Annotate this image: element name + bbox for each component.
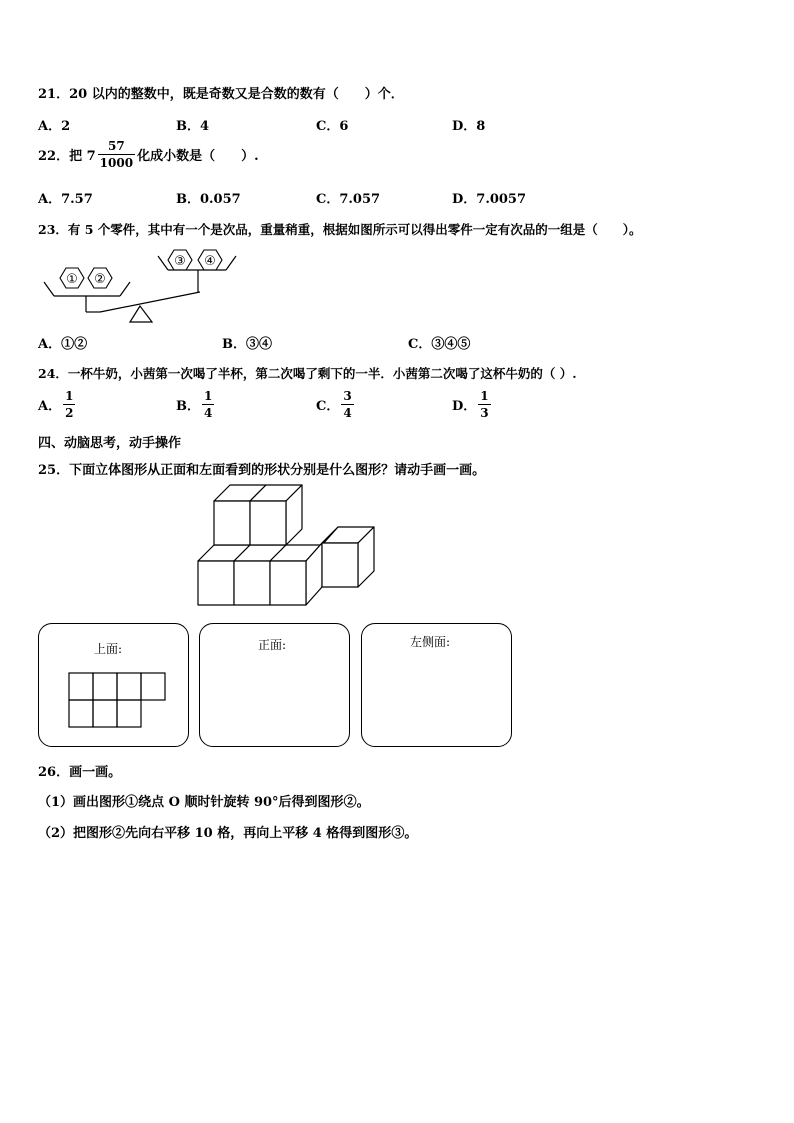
- q24-option-d-label: D．: [452, 399, 477, 414]
- q24-option-b: [176, 390, 216, 419]
- top-view-grid: [68, 672, 168, 730]
- q22-option-b: B．0.057: [176, 192, 241, 207]
- q23-stem: 23．有 5 个零件，其中有一个是次品，重量稍重，根据如图所示可以得出零件一定有次品的一组是（ ）。: [38, 222, 642, 237]
- q24-d-den: 3: [480, 406, 489, 420]
- q21-option-c: C．6: [316, 119, 349, 134]
- q22-option-c: C．7.057: [316, 192, 381, 207]
- q22-fraction: [98, 140, 135, 169]
- q22-prefix: 22．把 7: [38, 149, 96, 164]
- q24-b-den: 4: [204, 406, 213, 420]
- q22-frac-num: 57: [108, 139, 125, 153]
- q24-option-d: [452, 390, 493, 419]
- q22-suffix: 化成小数是（ ）.: [137, 149, 259, 164]
- top-view-label: 上面:: [94, 642, 123, 656]
- q24-b-num: 1: [204, 389, 213, 403]
- q22-stem: [38, 140, 259, 169]
- front-view-label: 正面:: [258, 638, 287, 652]
- part-3-label: ③: [174, 254, 186, 269]
- left-view-label: 左侧面:: [410, 635, 451, 649]
- balance-scale-figure: [40, 244, 240, 324]
- q24-a-num: 1: [65, 389, 74, 403]
- circled-1: ①: [125, 795, 139, 810]
- q26-part1-end: 。: [356, 795, 370, 810]
- part-4-label: ④: [204, 254, 216, 269]
- q26-part2-end: 。: [404, 826, 418, 841]
- q24-a-den: 2: [65, 406, 74, 420]
- q23-option-c: C．③④⑤: [408, 337, 471, 352]
- part-1-label: ①: [66, 272, 78, 287]
- circled-2b: ②: [112, 826, 126, 841]
- q26-stem: 26．画一画。: [38, 765, 122, 780]
- part-2-label: ②: [94, 272, 106, 287]
- q24-option-c-label: C．: [316, 399, 340, 414]
- q26-part2-a: （2）把图形: [38, 826, 113, 841]
- q26-part1-b: 绕点 O 顺时针旋转 90°后得到图形: [138, 795, 344, 810]
- q24-option-a: [38, 390, 77, 419]
- q24-option-a-label: A．: [38, 399, 62, 414]
- circled-3: ③: [391, 826, 405, 841]
- circled-2: ②: [343, 795, 357, 810]
- q24-c-den: 4: [343, 406, 352, 420]
- q21-option-d: D．8: [452, 119, 486, 134]
- q26-part1-a: （1）画出图形: [38, 795, 126, 810]
- q26-part2-b: 先向右平移 10 格，再向上平移 4 格得到图形: [125, 826, 392, 841]
- q26-part2: [38, 822, 417, 841]
- q22-frac-den: 1000: [99, 156, 134, 170]
- fulcrum-triangle: [130, 306, 152, 322]
- cube-solid-figure: [196, 483, 378, 609]
- q26-part1: [38, 791, 370, 810]
- q21-option-b: B．4: [176, 119, 210, 134]
- q21-stem: 21．20 以内的整数中，既是奇数又是合数的数有（ ）个．: [38, 87, 404, 102]
- q24-option-c: [316, 390, 356, 419]
- q23-option-a: A．①②: [38, 337, 88, 352]
- q24-stem: 24．一杯牛奶，小茜第一次喝了半杯，第二次喝了剩下的一半．小茜第二次喝了这杯牛奶的（ ）.: [38, 366, 577, 381]
- section-heading: 四、动脑思考，动手操作: [38, 436, 182, 451]
- q24-c-num: 3: [343, 389, 352, 403]
- q25-stem: 25．下面立体图形从正面和左面看到的形状分别是什么图形？请动手画一画。: [38, 463, 486, 478]
- q24-d-num: 1: [480, 389, 489, 403]
- q24-option-b-label: B．: [176, 399, 200, 414]
- q21-option-a: A．2: [38, 119, 71, 134]
- q23-option-b: B．③④: [222, 337, 272, 352]
- q22-option-d: D．7.0057: [452, 192, 527, 207]
- q22-option-a: A．7.57: [38, 192, 93, 207]
